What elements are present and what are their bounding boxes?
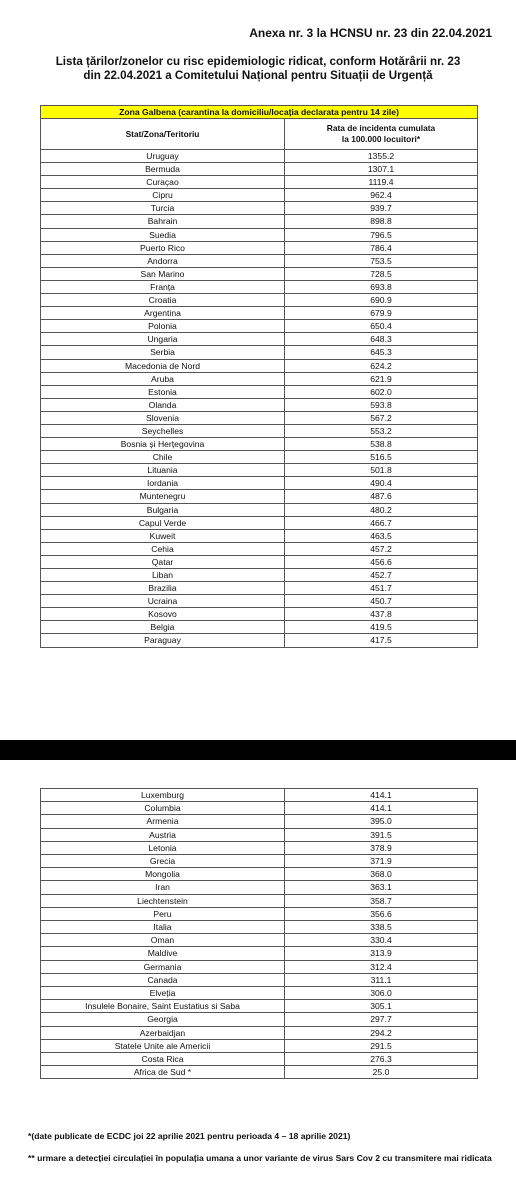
table-row (41, 385, 478, 398)
country-cell: Iordania (41, 477, 285, 490)
rate-cell: 463.5 (285, 529, 478, 542)
rate-cell: 330.4 (285, 934, 478, 947)
table-row (41, 280, 478, 293)
rate-cell: 567.2 (285, 411, 478, 424)
rate-cell: 624.2 (285, 359, 478, 372)
rate-cell: 306.0 (285, 987, 478, 1000)
table-row (41, 398, 478, 411)
rate-cell: 645.3 (285, 346, 478, 359)
table-row (41, 634, 478, 647)
column-header-country: Stat/Zona/Teritoriu (41, 119, 285, 150)
table-row (41, 424, 478, 437)
rate-cell: 414.1 (285, 789, 478, 802)
table-row (41, 346, 478, 359)
table-row (41, 621, 478, 634)
rate-cell: 621.9 (285, 372, 478, 385)
table-row (41, 907, 478, 920)
country-cell: Estonia (41, 385, 285, 398)
annex-reference: Anexa nr. 3 la HCNSU nr. 23 din 22.04.2021 (249, 26, 492, 40)
rate-cell: 291.5 (285, 1039, 478, 1052)
country-cell: Italia (41, 921, 285, 934)
rate-cell: 371.9 (285, 855, 478, 868)
rate-cell: 457.2 (285, 542, 478, 555)
table-row (41, 582, 478, 595)
table-row (41, 987, 478, 1000)
rate-cell: 395.0 (285, 815, 478, 828)
country-cell: Liban (41, 569, 285, 582)
country-cell: Mongolia (41, 868, 285, 881)
country-cell: Seychelles (41, 424, 285, 437)
country-cell: Turcia (41, 202, 285, 215)
rate-cell: 679.9 (285, 307, 478, 320)
country-cell: Kosovo (41, 608, 285, 621)
country-cell: Slovenia (41, 411, 285, 424)
rate-cell: 898.8 (285, 215, 478, 228)
rate-cell: 452.7 (285, 569, 478, 582)
rate-cell: 419.5 (285, 621, 478, 634)
country-cell: Canada (41, 973, 285, 986)
rate-cell: 728.5 (285, 267, 478, 280)
rate-cell: 297.7 (285, 1013, 478, 1026)
table-row (41, 1053, 478, 1066)
table-row (41, 894, 478, 907)
table-row (41, 828, 478, 841)
rate-cell: 450.7 (285, 595, 478, 608)
risk-table-part-2 (40, 788, 478, 1079)
rate-cell: 368.0 (285, 868, 478, 881)
country-cell: Grecia (41, 855, 285, 868)
table-row (41, 960, 478, 973)
country-cell: Uruguay (41, 150, 285, 163)
table-row (41, 855, 478, 868)
rate-cell: 650.4 (285, 320, 478, 333)
page-break-band (0, 740, 516, 760)
table-row (41, 464, 478, 477)
table-body-part-1 (41, 150, 478, 648)
rate-cell: 962.4 (285, 189, 478, 202)
table-row (41, 881, 478, 894)
country-cell: Argentina (41, 307, 285, 320)
country-cell: Brazilia (41, 582, 285, 595)
country-cell: Croatia (41, 294, 285, 307)
rate-cell: 437.8 (285, 608, 478, 621)
country-cell: Chile (41, 451, 285, 464)
rate-cell: 414.1 (285, 802, 478, 815)
rate-cell: 939.7 (285, 202, 478, 215)
table-row (41, 789, 478, 802)
table-row (41, 841, 478, 854)
table-row (41, 176, 478, 189)
rate-cell: 487.6 (285, 490, 478, 503)
country-cell: San Marino (41, 267, 285, 280)
rate-cell: 490.4 (285, 477, 478, 490)
country-cell: Bahrain (41, 215, 285, 228)
zone-label: Zona Galbena (carantina la domiciliu/locația declarata pentru 14 zile) (41, 106, 478, 119)
table-row (41, 490, 478, 503)
country-cell: Oman (41, 934, 285, 947)
country-cell: Bulgaria (41, 503, 285, 516)
country-cell: Luxemburg (41, 789, 285, 802)
country-cell: Columbia (41, 802, 285, 815)
country-cell: Austria (41, 828, 285, 841)
rate-cell: 753.5 (285, 254, 478, 267)
country-cell: Georgia (41, 1013, 285, 1026)
country-cell: Armenia (41, 815, 285, 828)
country-cell: Macedonia de Nord (41, 359, 285, 372)
country-cell: Bosnia și Herțegovina (41, 438, 285, 451)
table-body-part-2 (41, 789, 478, 1079)
table-row (41, 1039, 478, 1052)
country-cell: Insulele Bonaire, Saint Eustatius si Saba (41, 1000, 285, 1013)
rate-cell: 553.2 (285, 424, 478, 437)
table-row (41, 973, 478, 986)
table-row (41, 215, 478, 228)
table-row (41, 359, 478, 372)
table-row (41, 542, 478, 555)
rate-cell: 312.4 (285, 960, 478, 973)
rate-cell: 294.2 (285, 1026, 478, 1039)
rate-cell: 516.5 (285, 451, 478, 464)
rate-cell: 1307.1 (285, 163, 478, 176)
country-cell: Curaçao (41, 176, 285, 189)
country-cell: Franța (41, 280, 285, 293)
rate-cell: 417.5 (285, 634, 478, 647)
table-row (41, 569, 478, 582)
rate-cell: 276.3 (285, 1053, 478, 1066)
table-row (41, 815, 478, 828)
rate-cell: 311.1 (285, 973, 478, 986)
table-row (41, 503, 478, 516)
country-cell: Polonia (41, 320, 285, 333)
title-line-2: din 22.04.2021 a Comitetului Național pentru Situații de Urgență (83, 69, 433, 82)
rate-cell: 1355.2 (285, 150, 478, 163)
table-row (41, 608, 478, 621)
table-row (41, 163, 478, 176)
rate-cell: 456.6 (285, 555, 478, 568)
risk-table-part-1 (40, 105, 478, 648)
country-cell: Peru (41, 907, 285, 920)
rate-cell: 602.0 (285, 385, 478, 398)
country-cell: Capul Verde (41, 516, 285, 529)
table-row (41, 307, 478, 320)
country-cell: Statele Unite ale Americii (41, 1039, 285, 1052)
country-cell: Puerto Rico (41, 241, 285, 254)
table-row (41, 868, 478, 881)
rate-cell: 391.5 (285, 828, 478, 841)
table-row (41, 228, 478, 241)
zone-header-row (41, 106, 478, 119)
rate-cell: 648.3 (285, 333, 478, 346)
rate-cell: 480.2 (285, 503, 478, 516)
table-row (41, 438, 478, 451)
country-cell: Maldive (41, 947, 285, 960)
rate-cell: 786.4 (285, 241, 478, 254)
rate-cell: 466.7 (285, 516, 478, 529)
rate-cell: 338.5 (285, 921, 478, 934)
table-row (41, 320, 478, 333)
rate-cell: 451.7 (285, 582, 478, 595)
table-row (41, 294, 478, 307)
table-row (41, 921, 478, 934)
rate-cell: 358.7 (285, 894, 478, 907)
country-cell: Kuweit (41, 529, 285, 542)
table-row (41, 202, 478, 215)
footnote-variants: ** urmare a detecției circulației în populația umana a unor variante de virus Sars Cov 2 cu transmitere mai ridicata (28, 1153, 492, 1163)
country-cell: Ucraina (41, 595, 285, 608)
table-row (41, 1000, 478, 1013)
country-cell: Iran (41, 881, 285, 894)
country-cell: Cehia (41, 542, 285, 555)
country-cell: Bermuda (41, 163, 285, 176)
table-row (41, 1066, 478, 1079)
table-row (41, 189, 478, 202)
table-row (41, 595, 478, 608)
table-row (41, 934, 478, 947)
table-row (41, 333, 478, 346)
rate-cell: 593.8 (285, 398, 478, 411)
column-header-rate: Rata de incidenta cumulata la 100.000 locuitori* (285, 119, 478, 150)
rate-cell: 313.9 (285, 947, 478, 960)
country-cell: Muntenegru (41, 490, 285, 503)
country-cell: Andorra (41, 254, 285, 267)
rate-cell: 501.8 (285, 464, 478, 477)
country-cell: Aruba (41, 372, 285, 385)
country-cell: Lituania (41, 464, 285, 477)
country-cell: Suedia (41, 228, 285, 241)
country-cell: Elveția (41, 987, 285, 1000)
column-header-row (41, 119, 478, 150)
country-cell: Letonia (41, 841, 285, 854)
table-row (41, 150, 478, 163)
rate-cell: 25.0 (285, 1066, 478, 1079)
table-row (41, 529, 478, 542)
rate-cell: 693.8 (285, 280, 478, 293)
country-cell: Costa Rica (41, 1053, 285, 1066)
table-row (41, 267, 478, 280)
table-row (41, 254, 478, 267)
rate-cell: 305.1 (285, 1000, 478, 1013)
country-cell: Serbia (41, 346, 285, 359)
footnote-ecdc: *(date publicate de ECDC joi 22 aprilie 2021 pentru perioada 4 – 18 aprilie 2021) (28, 1131, 351, 1141)
table-row (41, 555, 478, 568)
rate-cell: 356.6 (285, 907, 478, 920)
rate-cell: 796.5 (285, 228, 478, 241)
table-row (41, 947, 478, 960)
rate-cell: 690.9 (285, 294, 478, 307)
table-row (41, 451, 478, 464)
country-cell: Cipru (41, 189, 285, 202)
rate-cell: 538.8 (285, 438, 478, 451)
rate-cell: 363.1 (285, 881, 478, 894)
document-title (20, 55, 496, 83)
table-row (41, 241, 478, 254)
table-row (41, 1013, 478, 1026)
country-cell: Africa de Sud * (41, 1066, 285, 1079)
rate-cell: 378.9 (285, 841, 478, 854)
table-row (41, 802, 478, 815)
country-cell: Paraguay (41, 634, 285, 647)
country-cell: Liechtenstein (41, 894, 285, 907)
table-row (41, 1026, 478, 1039)
table-row (41, 516, 478, 529)
country-cell: Ungaria (41, 333, 285, 346)
title-line-1: Lista țărilor/zonelor cu risc epidemiologic ridicat, conform Hotărârii nr. 23 (55, 55, 461, 68)
table-row (41, 411, 478, 424)
country-cell: Azerbaidjan (41, 1026, 285, 1039)
country-cell: Qatar (41, 555, 285, 568)
table-row (41, 372, 478, 385)
country-cell: Germania (41, 960, 285, 973)
table-row (41, 477, 478, 490)
country-cell: Olanda (41, 398, 285, 411)
country-cell: Belgia (41, 621, 285, 634)
rate-cell: 1119.4 (285, 176, 478, 189)
